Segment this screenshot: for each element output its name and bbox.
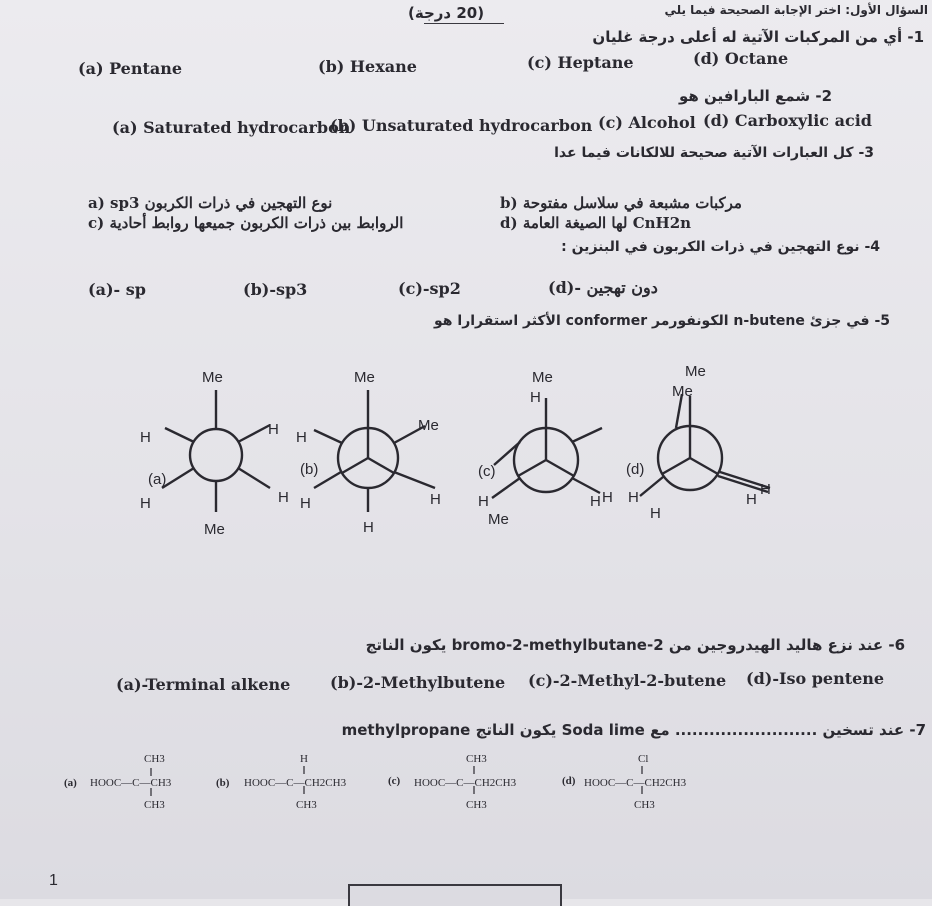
q6-text	[300, 638, 905, 653]
q3-option-c-text: c) الروابط بين ذرات الكربون جميعها روابط أحادية	[88, 214, 404, 232]
q6-stem: عند نزع هاليد الهيدروجين من 2-bromo-2-methylbutane يكون الناتج	[365, 636, 884, 654]
newman-a-label: (a)	[148, 471, 167, 488]
q3-option-a	[88, 196, 332, 211]
q3-option-d-text: d) لها الصيغة العامة CnH2n	[500, 214, 692, 232]
newman-c-h-right2: H	[602, 489, 613, 506]
page-number: 1	[49, 872, 58, 889]
q7-option-d-label: (d)	[562, 775, 576, 787]
q2-option-d: (d) Carboxylic acid	[703, 111, 872, 130]
newman-d-h-lower: H	[650, 505, 661, 522]
q3-option-c	[88, 216, 403, 231]
q7-a-bottom: CH3	[144, 799, 165, 811]
newman-a-h-lower-left: H	[140, 495, 151, 512]
q2-option-c: (c) Alcohol	[598, 113, 696, 132]
q2-number: 2-	[815, 87, 832, 105]
q3-option-a-text: a) sp3 نوع التهجين في ذرات الكربون	[88, 194, 333, 212]
newman-d-h-right: H	[746, 491, 757, 508]
q4-option-a: (a)- sp	[88, 280, 146, 299]
q7-d-top: Cl	[638, 753, 649, 765]
q4-option-b: (b)-sp3	[243, 280, 308, 299]
newman-c-h-right: H	[590, 493, 601, 510]
newman-b-h-lower-left: H	[300, 495, 311, 512]
q6-option-c: (c)-2-Methyl-2-butene	[528, 671, 727, 690]
newman-b-me-right: Me	[418, 417, 439, 434]
section-title: السؤال الأول: اختر الإجابة الصحيحة فيما يلي	[664, 3, 928, 17]
newman-projections	[120, 360, 880, 550]
newman-d-h-right2: H	[760, 481, 771, 498]
newman-b-me-top: Me	[354, 369, 375, 386]
newman-d-me-second: Me	[672, 383, 693, 400]
footer-box	[348, 884, 562, 906]
q7-d-bottom: CH3	[634, 799, 655, 811]
q3-option-b	[500, 196, 742, 211]
q1-option-a: (a) Pentane	[78, 59, 183, 78]
newman-b	[314, 390, 435, 512]
q2-option-b: (b) Unsaturated hydrocarbon	[330, 116, 593, 135]
newman-a-h-right: H	[268, 421, 279, 438]
newman-c-h-left: H	[478, 493, 489, 510]
q3-option-b-text: b) مركبات مشبعة في سلاسل مفتوحة	[500, 194, 742, 212]
newman-c-me-bottom: Me	[488, 511, 509, 528]
q1-stem: أي من المركبات الآتية له أعلى درجة غليان	[592, 28, 903, 46]
q7-d-main: HOOC—C—CH2CH3	[584, 777, 687, 789]
q5-text	[420, 314, 890, 328]
q7-option-b-label: (b)	[216, 777, 230, 789]
q7-option-c-label: (c)	[388, 775, 401, 787]
q6-option-d: (d)-Iso pentene	[746, 669, 885, 688]
marks-text: (20 درجة)	[408, 4, 485, 22]
q5-stem: في جزئ n-butene الكونفورمر conformer الأكثر استقرارا هو	[434, 313, 870, 329]
q7-a-main: HOOC—C—CH3	[90, 777, 172, 789]
newman-b-h-lower-right: H	[430, 491, 441, 508]
newman-c-h-top: H	[530, 389, 541, 406]
q6-option-a: (a)-Terminal alkene	[116, 675, 291, 694]
newman-c	[492, 398, 602, 498]
q7-a-top: CH3	[144, 753, 165, 765]
q3-stem: كل العبارات الآتية صحيحة للالكانات فيما عدا	[554, 145, 854, 161]
q2-text	[600, 89, 832, 104]
q5-number: 5-	[874, 313, 890, 329]
newman-a-h-left: H	[140, 429, 151, 446]
newman-b-h-bottom: H	[363, 519, 374, 536]
q4-option-c: (c)-sp2	[398, 279, 461, 298]
q3-number: 3-	[858, 145, 874, 161]
q4-text	[540, 240, 880, 254]
newman-b-h-left: H	[296, 429, 307, 446]
newman-c-me-top: Me	[532, 369, 553, 386]
q3-option-d	[500, 216, 691, 231]
newman-c-label: (c)	[478, 463, 496, 480]
newman-d-me-top: Me	[685, 363, 706, 380]
newman-d-h-left: H	[628, 489, 639, 506]
newman-b-label: (b)	[300, 461, 319, 478]
q1-option-c: (c) Heptane	[527, 53, 634, 72]
q7-text	[341, 721, 926, 739]
q4-number: 4-	[864, 239, 880, 255]
newman-a	[162, 390, 270, 512]
q7-stem: عند تسخين ......................... مع Soda lime يكون الناتج methylpropane	[341, 721, 905, 739]
newman-d	[640, 394, 770, 496]
newman-a-h-lower-right: H	[278, 489, 289, 506]
q3-text	[540, 146, 874, 160]
q7-number: 7-	[909, 721, 926, 739]
q1-number: 1-	[907, 28, 924, 46]
marks-label	[408, 6, 484, 21]
q7-c-top: CH3	[466, 753, 487, 765]
newman-d-label: (d)	[626, 461, 645, 478]
q7-b-top: H	[300, 753, 308, 765]
q1-text	[440, 30, 924, 45]
q2-stem: شمع البارافين هو	[679, 87, 811, 105]
q4-stem: نوع التهجين في ذرات الكربون في البنزين :	[561, 239, 860, 255]
q1-option-d: (d) Octane	[693, 49, 789, 68]
q7-c-main: HOOC—C—CH2CH3	[414, 777, 517, 789]
q6-number: 6-	[888, 636, 905, 654]
q2-option-a: (a) Saturated hydrocarbon	[112, 118, 351, 137]
q4-option-d: (d)- دون تهجين	[548, 278, 658, 297]
newman-a-me-bottom: Me	[204, 521, 225, 538]
q7-structures	[56, 740, 746, 820]
q7-b-bottom: CH3	[296, 799, 317, 811]
newman-a-me-top: Me	[202, 369, 223, 386]
marks-underline	[424, 23, 504, 24]
q7-c-bottom: CH3	[466, 799, 487, 811]
q7-option-a-label: (a)	[64, 777, 77, 789]
q6-option-b: (b)-2-Methylbutene	[330, 673, 506, 692]
q1-option-b: (b) Hexane	[318, 57, 417, 76]
q7-b-main: HOOC—C—CH2CH3	[244, 777, 347, 789]
